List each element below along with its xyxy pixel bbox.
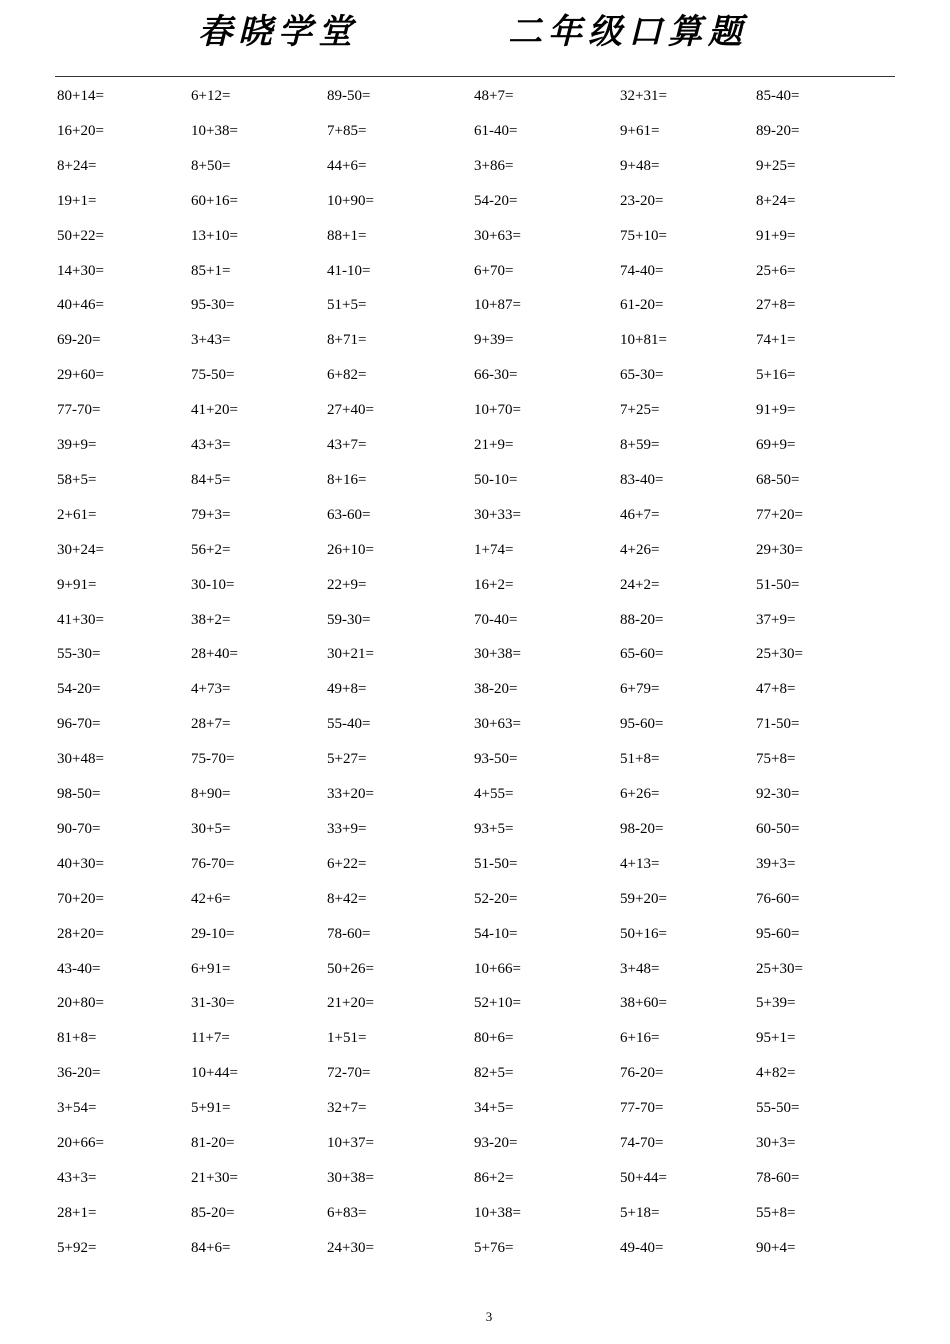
problem-row: [0, 1028, 950, 1048]
problem-row: [0, 819, 950, 839]
math-problem: 10+37=: [327, 1135, 374, 1151]
math-problem: 16+2=: [474, 576, 514, 593]
math-problem: 10+81=: [620, 332, 667, 349]
problem-row: [0, 86, 950, 106]
math-problem: 42+6=: [191, 890, 231, 907]
math-problem: 5+27=: [327, 751, 367, 768]
math-problem: 30-10=: [191, 576, 235, 593]
school-name: 春晓学堂: [198, 12, 358, 52]
math-problem: 51+8=: [620, 751, 660, 768]
math-problem: 3+86=: [474, 157, 514, 174]
math-problem: 55-40=: [327, 716, 371, 733]
math-problem: 60-50=: [756, 820, 800, 837]
header-divider: [55, 76, 895, 77]
math-problem: 55-50=: [756, 1100, 800, 1117]
math-problem: 74-40=: [620, 262, 664, 279]
math-problem: 6+91=: [191, 960, 231, 977]
math-problem: 76-70=: [191, 855, 235, 872]
math-problem: 85+1=: [191, 262, 231, 279]
page-header: [0, 0, 950, 60]
math-problem: 71-50=: [756, 716, 800, 733]
math-problem: 26+10=: [327, 541, 374, 558]
math-problem: 50+16=: [620, 925, 667, 942]
math-problem: 32+7=: [327, 1100, 367, 1117]
problem-row: [0, 1238, 950, 1258]
math-problem: 76-20=: [620, 1065, 664, 1082]
math-problem: 95-60=: [756, 925, 800, 942]
math-problem: 74-70=: [620, 1135, 664, 1151]
math-problem: 4+73=: [191, 681, 231, 698]
math-problem: 38+2=: [191, 611, 231, 628]
math-problem: 5+76=: [474, 1239, 514, 1256]
math-problem: 50-10=: [474, 471, 518, 488]
math-problem: 98-50=: [57, 786, 101, 802]
math-problem: 61-40=: [474, 122, 518, 139]
problem-row: [0, 226, 950, 246]
problem-row: [0, 749, 950, 769]
math-problem: 44+6=: [327, 157, 367, 174]
math-problem: 59-30=: [327, 611, 371, 628]
math-problem: 83-40=: [620, 471, 664, 488]
math-problem: 52+10=: [474, 995, 521, 1012]
math-problem: 10+38=: [191, 122, 238, 139]
math-problem: 79+3=: [191, 506, 231, 523]
math-problem: 88+1=: [327, 227, 367, 244]
math-problem: 69-20=: [57, 332, 101, 349]
page-number: 3: [485, 1309, 493, 1324]
math-problem: 88-20=: [620, 611, 664, 628]
math-problem: 28+7=: [191, 716, 231, 733]
problem-row: [0, 854, 950, 874]
math-problem: 49+8=: [327, 681, 367, 698]
math-problem: 41+30=: [57, 611, 104, 628]
math-problem: 27+40=: [327, 402, 374, 419]
math-problem: 14+30=: [57, 262, 104, 279]
math-problem: 82+5=: [474, 1065, 514, 1082]
math-problem: 89-20=: [756, 122, 800, 139]
math-problem: 34+5=: [474, 1100, 514, 1117]
math-problem: 27+8=: [756, 297, 796, 314]
math-problem: 66-30=: [474, 367, 518, 384]
math-problem: 86+2=: [474, 1169, 514, 1186]
math-problem: 55-30=: [57, 646, 101, 663]
math-problem: 6+16=: [620, 1030, 660, 1047]
math-problem: 24+30=: [327, 1239, 374, 1256]
math-problem: 28+1=: [57, 1204, 97, 1221]
math-problem: 7+85=: [327, 122, 367, 139]
math-problem: 96-70=: [57, 716, 101, 733]
math-problem: 39+3=: [756, 855, 796, 872]
math-problem: 78-60=: [756, 1169, 800, 1186]
problem-row: [0, 959, 950, 979]
math-problem: 7+25=: [620, 402, 660, 419]
math-problem: 93-50=: [474, 751, 518, 768]
math-problem: 30+38=: [474, 646, 521, 663]
math-problem: 56+2=: [191, 541, 231, 558]
math-problem: 77-70=: [57, 402, 101, 419]
problem-row: [0, 1203, 950, 1223]
math-problem: 90+4=: [756, 1239, 796, 1256]
math-problem: 30+21=: [327, 646, 374, 663]
math-problem: 51+5=: [327, 297, 367, 314]
math-problem: 10+44=: [191, 1065, 238, 1082]
problem-row: [0, 993, 950, 1013]
problem-row: [0, 889, 950, 909]
math-problem: 5+16=: [756, 367, 796, 384]
math-problem: 55+8=: [756, 1204, 796, 1221]
math-problem: 10+38=: [474, 1204, 521, 1221]
math-problem: 6+22=: [327, 855, 367, 872]
math-problem: 95-60=: [620, 716, 664, 733]
math-problem: 78-60=: [327, 925, 371, 942]
math-problem: 48+7=: [474, 88, 514, 104]
problem-row: [0, 470, 950, 490]
problem-row: [0, 784, 950, 804]
math-problem: 29+60=: [57, 367, 104, 384]
math-problem: 91+9=: [756, 227, 796, 244]
math-problem: 33+20=: [327, 786, 374, 802]
math-problem: 6+12=: [191, 88, 231, 104]
math-problem: 10+87=: [474, 297, 521, 314]
math-problem: 21+20=: [327, 995, 374, 1012]
math-problem: 74+1=: [756, 332, 796, 349]
math-problem: 43+7=: [327, 437, 367, 453]
problem-row: [0, 1168, 950, 1188]
math-problem: 28+40=: [191, 646, 238, 663]
math-problem: 8+24=: [57, 157, 97, 174]
math-problem: 8+24=: [756, 192, 796, 209]
math-problem: 75-70=: [191, 751, 235, 768]
math-problem: 4+26=: [620, 541, 660, 558]
problem-row: [0, 1133, 950, 1153]
math-problem: 38-20=: [474, 681, 518, 698]
math-problem: 10+66=: [474, 960, 521, 977]
math-problem: 30+38=: [327, 1169, 374, 1186]
problem-row: [0, 365, 950, 385]
problem-row: [0, 714, 950, 734]
math-problem: 46+7=: [620, 506, 660, 523]
math-problem: 50+22=: [57, 227, 104, 244]
problem-row: [0, 505, 950, 525]
math-problem: 72-70=: [327, 1065, 371, 1082]
problem-row: [0, 400, 950, 420]
math-problem: 21+30=: [191, 1169, 238, 1186]
math-problem: 38+60=: [620, 995, 667, 1012]
math-problem: 20+66=: [57, 1135, 104, 1151]
math-problem: 76-60=: [756, 890, 800, 907]
math-problem: 54-20=: [57, 681, 101, 698]
math-problem: 43+3=: [191, 437, 231, 453]
math-problem: 10+90=: [327, 192, 374, 209]
math-problem: 95+1=: [756, 1030, 796, 1047]
math-problem: 3+54=: [57, 1100, 97, 1117]
math-problem: 28+20=: [57, 925, 104, 942]
math-problem: 9+61=: [620, 122, 660, 139]
math-problem: 16+20=: [57, 122, 104, 139]
math-problem: 80+6=: [474, 1030, 514, 1047]
math-problem: 58+5=: [57, 471, 97, 488]
math-problem: 60+16=: [191, 192, 238, 209]
problem-row: [0, 156, 950, 176]
problem-row: [0, 435, 950, 455]
math-problem: 59+20=: [620, 890, 667, 907]
problem-row: [0, 295, 950, 315]
problem-row: [0, 610, 950, 630]
math-problem: 2+61=: [57, 506, 97, 523]
math-problem: 81-20=: [191, 1135, 235, 1151]
math-problem: 61-20=: [620, 297, 664, 314]
math-problem: 9+25=: [756, 157, 796, 174]
math-problem: 50+44=: [620, 1169, 667, 1186]
math-problem: 51-50=: [756, 576, 800, 593]
math-problem: 10+70=: [474, 402, 521, 419]
problem-row: [0, 540, 950, 560]
math-problem: 40+46=: [57, 297, 104, 314]
math-problem: 70-40=: [474, 611, 518, 628]
math-problem: 29+30=: [756, 541, 803, 558]
math-problem: 30+3=: [756, 1135, 796, 1151]
math-problem: 41-10=: [327, 262, 371, 279]
math-problem: 4+55=: [474, 786, 514, 802]
math-problem: 80+14=: [57, 88, 104, 104]
math-problem: 30+48=: [57, 751, 104, 768]
math-problem: 36-20=: [57, 1065, 101, 1082]
worksheet-title: 二年级口算题: [508, 12, 748, 52]
math-problem: 8+50=: [191, 157, 231, 174]
math-problem: 75-50=: [191, 367, 235, 384]
math-problem: 8+59=: [620, 437, 660, 453]
math-problem: 51-50=: [474, 855, 518, 872]
math-problem: 50+26=: [327, 960, 374, 977]
math-problem: 6+83=: [327, 1204, 367, 1221]
math-problem: 1+74=: [474, 541, 514, 558]
math-problem: 19+1=: [57, 192, 97, 209]
problem-row: [0, 121, 950, 141]
math-problem: 30+63=: [474, 227, 521, 244]
math-problem: 31-30=: [191, 995, 235, 1012]
problem-row: [0, 330, 950, 350]
math-problem: 77-70=: [620, 1100, 664, 1117]
math-problem: 13+10=: [191, 227, 238, 244]
math-problem: 25+30=: [756, 646, 803, 663]
math-problem: 8+16=: [327, 471, 367, 488]
math-problem: 30+63=: [474, 716, 521, 733]
math-problem: 65-60=: [620, 646, 664, 663]
math-problem: 70+20=: [57, 890, 104, 907]
math-problem: 22+9=: [327, 576, 367, 593]
problem-row: [0, 679, 950, 699]
math-problem: 65-30=: [620, 367, 664, 384]
math-problem: 32+31=: [620, 88, 667, 104]
math-problem: 30+33=: [474, 506, 521, 523]
math-problem: 41+20=: [191, 402, 238, 419]
math-problem: 89-50=: [327, 88, 371, 104]
math-problem: 47+8=: [756, 681, 796, 698]
math-problem: 30+5=: [191, 820, 231, 837]
math-problem: 30+24=: [57, 541, 104, 558]
math-problem: 95-30=: [191, 297, 235, 314]
math-problem: 40+30=: [57, 855, 104, 872]
problem-row: [0, 644, 950, 664]
math-problem: 20+80=: [57, 995, 104, 1012]
math-problem: 24+2=: [620, 576, 660, 593]
math-problem: 77+20=: [756, 506, 803, 523]
math-problem: 84+6=: [191, 1239, 231, 1256]
math-problem: 25+30=: [756, 960, 803, 977]
math-problem: 93+5=: [474, 820, 514, 837]
math-problem: 54-10=: [474, 925, 518, 942]
math-problem: 93-20=: [474, 1135, 518, 1151]
math-problem: 39+9=: [57, 437, 97, 453]
problem-row: [0, 1063, 950, 1083]
math-problem: 75+10=: [620, 227, 667, 244]
math-problem: 54-20=: [474, 192, 518, 209]
math-problem: 91+9=: [756, 402, 796, 419]
math-problem: 43-40=: [57, 960, 101, 977]
math-problem: 85-40=: [756, 88, 800, 104]
math-problem: 5+92=: [57, 1239, 97, 1256]
math-problem: 11+7=: [191, 1030, 230, 1047]
math-problem: 5+18=: [620, 1204, 660, 1221]
math-problem: 23-20=: [620, 192, 664, 209]
math-problem: 92-30=: [756, 786, 800, 802]
math-problem: 8+90=: [191, 786, 231, 802]
math-problem: 1+51=: [327, 1030, 367, 1047]
math-problem: 3+43=: [191, 332, 231, 349]
math-problem: 9+48=: [620, 157, 660, 174]
math-problem: 9+39=: [474, 332, 514, 349]
problem-row: [0, 261, 950, 281]
math-problem: 90-70=: [57, 820, 101, 837]
math-problem: 84+5=: [191, 471, 231, 488]
problem-row: [0, 575, 950, 595]
problem-row: [0, 191, 950, 211]
math-problem: 33+9=: [327, 820, 367, 837]
math-problem: 4+13=: [620, 855, 660, 872]
problem-row: [0, 1098, 950, 1118]
math-problem: 5+91=: [191, 1100, 231, 1117]
math-problem: 6+82=: [327, 367, 367, 384]
math-problem: 29-10=: [191, 925, 235, 942]
math-problem: 75+8=: [756, 751, 796, 768]
math-problem: 8+71=: [327, 332, 367, 349]
math-problem: 68-50=: [756, 471, 800, 488]
math-problem: 37+9=: [756, 611, 796, 628]
problem-row: [0, 924, 950, 944]
math-problem: 4+82=: [756, 1065, 796, 1082]
math-problem: 25+6=: [756, 262, 796, 279]
math-problem: 6+79=: [620, 681, 660, 698]
math-problem: 8+42=: [327, 890, 367, 907]
math-problem: 9+91=: [57, 576, 97, 593]
math-problem: 98-20=: [620, 820, 664, 837]
math-problem: 6+70=: [474, 262, 514, 279]
math-problem: 81+8=: [57, 1030, 97, 1047]
math-problem: 5+39=: [756, 995, 796, 1012]
math-problem: 69+9=: [756, 437, 796, 453]
math-problem: 49-40=: [620, 1239, 664, 1256]
math-problem: 63-60=: [327, 506, 371, 523]
math-problem: 3+48=: [620, 960, 660, 977]
math-problem: 6+26=: [620, 786, 660, 802]
math-problem: 21+9=: [474, 437, 514, 453]
math-problem: 52-20=: [474, 890, 518, 907]
math-problem: 43+3=: [57, 1169, 97, 1186]
math-problem: 85-20=: [191, 1204, 235, 1221]
